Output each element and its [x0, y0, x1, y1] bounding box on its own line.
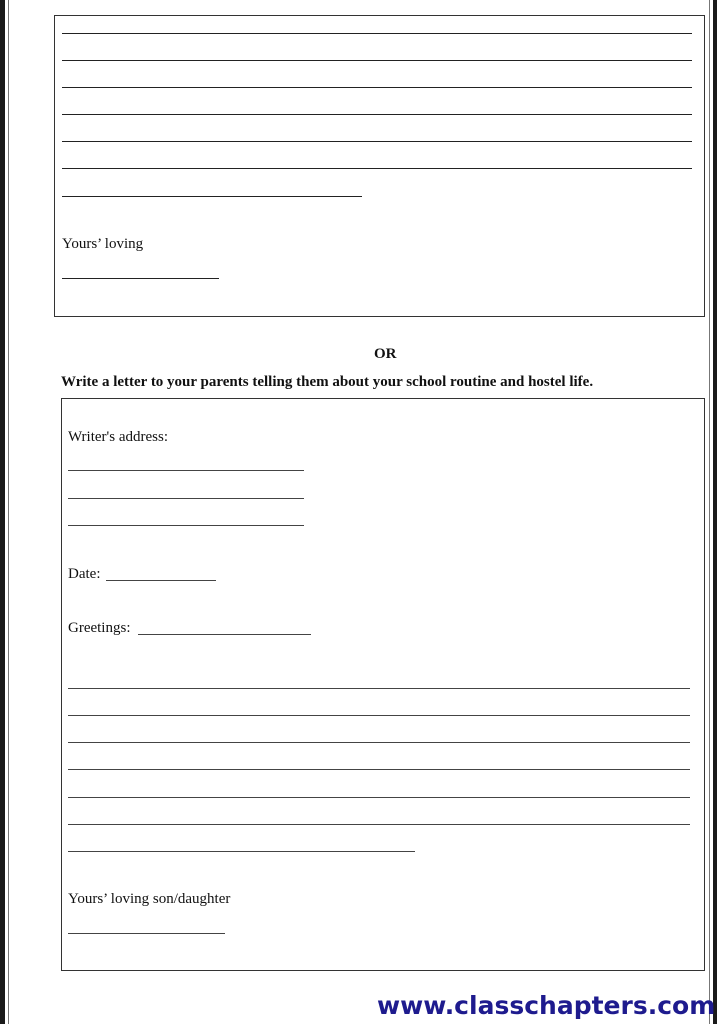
writing-line: [62, 168, 692, 169]
writing-line: [62, 87, 692, 88]
address-label: Writer's address:: [68, 429, 168, 445]
writing-line: [62, 33, 692, 34]
greetings-line: [138, 634, 311, 635]
body-line: [68, 688, 690, 689]
website-link[interactable]: www.classchapters.com: [377, 991, 716, 1020]
body-line: [68, 797, 690, 798]
address-line-1: [68, 470, 304, 471]
signature-line: [62, 278, 219, 279]
writing-line: [62, 60, 692, 61]
address-line-3: [68, 525, 304, 526]
page-border-right-inner: [709, 0, 710, 1024]
body-line: [68, 769, 690, 770]
greetings-label: Greetings:: [68, 620, 131, 636]
date-label: Date:: [68, 566, 101, 582]
page-border-right: [713, 0, 717, 1024]
body-line: [68, 742, 690, 743]
writing-line-short: [62, 196, 362, 197]
or-separator: OR: [374, 346, 397, 362]
signature-line: [68, 933, 225, 934]
page-border-left-inner: [8, 0, 9, 1024]
closing-text: Yours’ loving: [62, 236, 144, 252]
question-prompt: Write a letter to your parents telling them about your school routine and hostel life.: [61, 374, 594, 390]
address-line-2: [68, 498, 304, 499]
body-line: [68, 715, 690, 716]
closing-text: Yours’ loving son/daughter: [68, 891, 231, 907]
body-line: [68, 824, 690, 825]
body-line-short: [68, 851, 415, 852]
date-line: [106, 580, 216, 581]
writing-line: [62, 141, 692, 142]
page-border-left: [0, 0, 5, 1024]
letter-box-2: [61, 398, 705, 971]
writing-line: [62, 114, 692, 115]
